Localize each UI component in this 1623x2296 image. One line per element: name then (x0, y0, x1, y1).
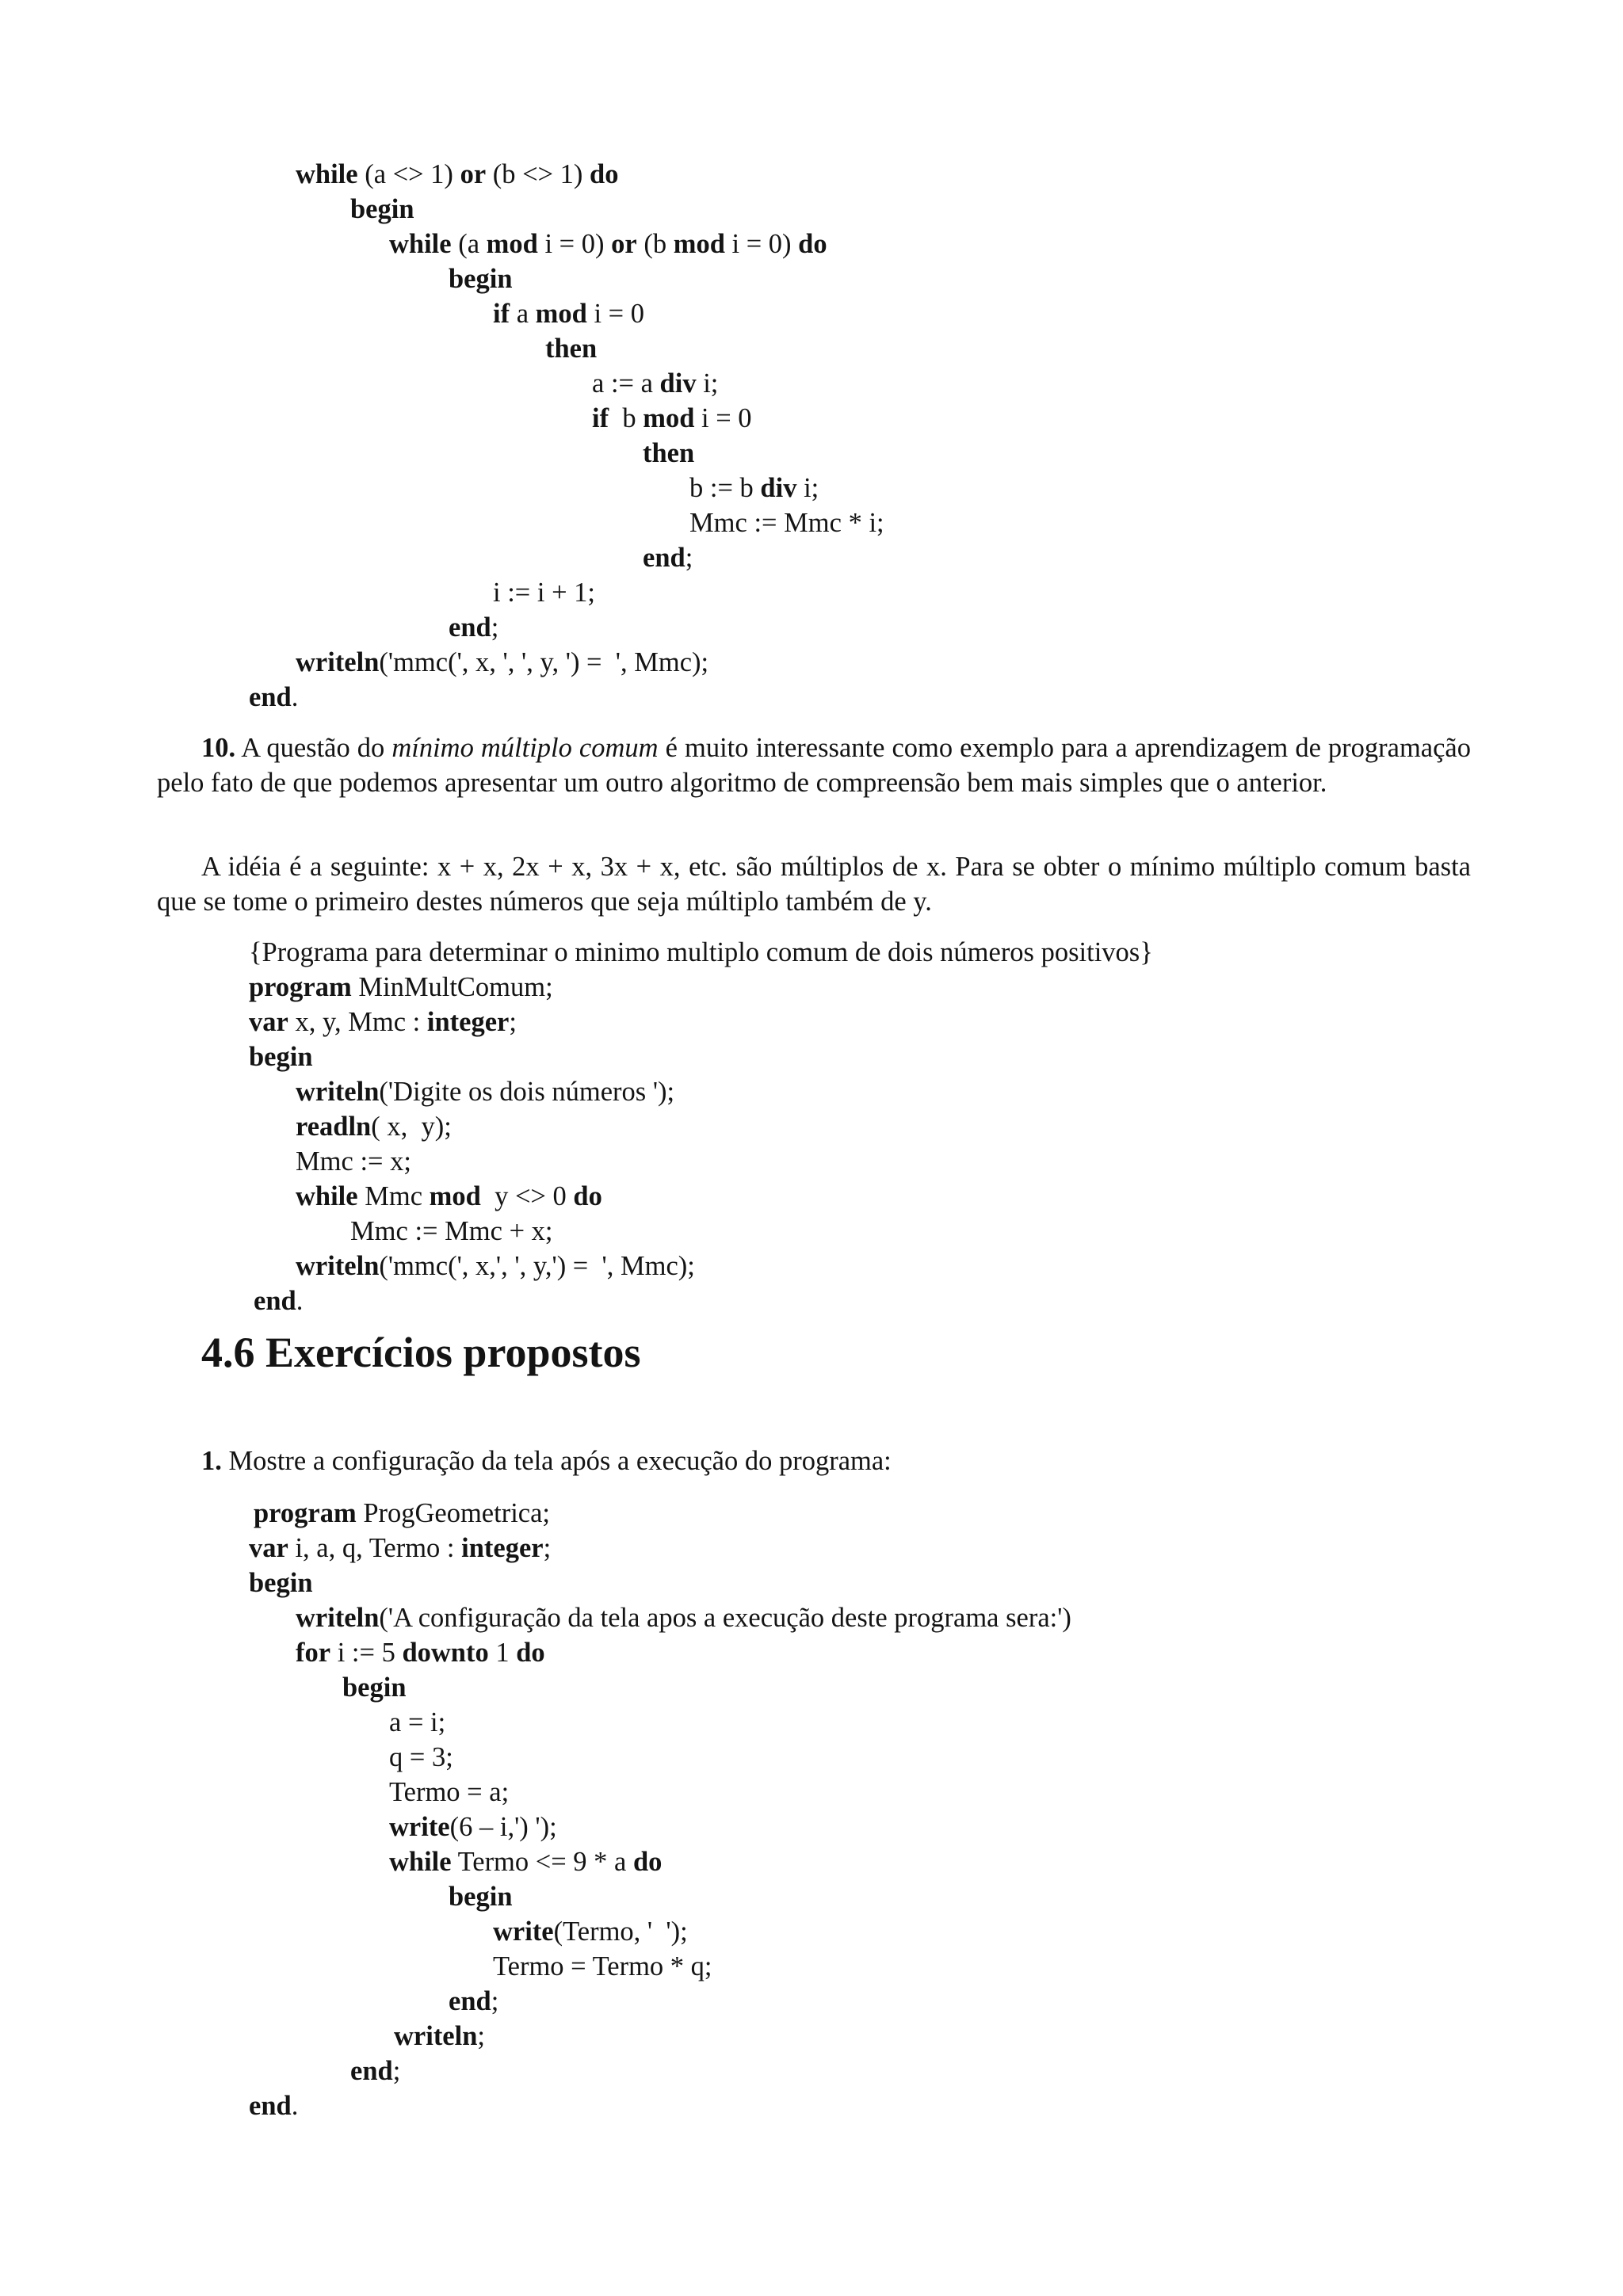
code-keyword: mod (535, 299, 587, 329)
code-keyword: while (389, 229, 452, 259)
code-text: x, y, Mmc : (288, 1007, 427, 1037)
code-text: ; (477, 2021, 485, 2051)
code-keyword: while (296, 159, 358, 189)
code-text: . (296, 1286, 304, 1316)
code-text: q = 3; (389, 1742, 453, 1772)
code-keyword: if (493, 299, 510, 329)
paragraph-number: 10. (201, 733, 236, 763)
code-keyword: for (296, 1638, 331, 1668)
code-text: ( x, y); (371, 1112, 452, 1142)
code-text: 1 (488, 1638, 517, 1668)
code-line (389, 227, 827, 261)
code-keyword: end (449, 612, 491, 643)
code-line (296, 1249, 695, 1283)
code-text: (b (636, 229, 674, 259)
code-text: Termo <= 9 * a (451, 1847, 633, 1877)
code-line (449, 1879, 513, 1914)
code-text: ('Digite os dois números '); (379, 1077, 675, 1107)
code-keyword: writeln (296, 1077, 380, 1107)
code-text: Termo = Termo * q; (493, 1951, 712, 1981)
code-text: Mmc := x; (296, 1146, 411, 1177)
code-line (296, 1074, 674, 1109)
code-text: i = 0) (537, 229, 612, 259)
code-text: Termo = a; (389, 1777, 510, 1807)
code-line (249, 1531, 551, 1566)
code-text: i := 5 (330, 1638, 403, 1668)
code-keyword: begin (350, 194, 414, 224)
code-text: ; (392, 2056, 401, 2086)
code-keyword: mod (486, 229, 538, 259)
paragraph-idea: A idéia é a seguinte: x + x, 2x + x, 3x + x, etc. são múltiplos de x. Para se obter o mínimo múltiplo comum basta que se tome o primeiro destes números que seja múltiplo também de y. (157, 852, 1471, 917)
code-line (643, 540, 693, 575)
section-heading: 4.6 Exercícios propostos (201, 1329, 641, 1376)
code-line (493, 575, 595, 610)
code-keyword: mod (429, 1181, 481, 1211)
code-keyword: begin (342, 1672, 407, 1703)
code-keyword: writeln (296, 647, 380, 677)
code-line (545, 331, 597, 366)
code-text: {Programa para determinar o minimo multiplo comum de dois números positivos} (249, 937, 1153, 967)
paragraph-10: 10. A questão do mínimo múltiplo comum é muito interessante como exemplo para a aprendizagem de programação pelo fato de que podemos apresentar um outro algoritmo de compreensão bem mais simples que o anterior. (157, 733, 1471, 798)
code-text: i, a, q, Termo : (288, 1533, 462, 1563)
code-keyword: integer (461, 1533, 544, 1563)
emphasis-term: mínimo múltiplo comum (391, 733, 659, 763)
code-line (493, 1914, 688, 1949)
code-keyword: div (659, 368, 697, 399)
code-line (249, 1566, 313, 1600)
code-keyword: begin (449, 1882, 513, 1912)
code-line (342, 1670, 407, 1705)
code-keyword: begin (249, 1042, 313, 1072)
code-line (643, 436, 694, 471)
code-text: b (609, 403, 643, 433)
code-keyword: end (350, 2056, 393, 2086)
code-comment (249, 935, 1153, 970)
code-text: i = 0 (694, 403, 752, 433)
code-line (249, 680, 298, 715)
code-keyword: end (249, 2091, 292, 2121)
code-text: (b <> 1) (486, 159, 590, 189)
code-keyword: div (760, 473, 797, 503)
code-line (350, 2054, 400, 2088)
code-keyword: end (449, 1986, 491, 2016)
code-line (254, 1496, 550, 1531)
code-text: . (291, 682, 299, 712)
exercise-number: 1. (201, 1446, 222, 1476)
code-text: Mmc (357, 1181, 430, 1211)
code-line (389, 1705, 445, 1740)
code-keyword: integer (426, 1007, 510, 1037)
code-line (254, 1283, 303, 1318)
code-text: ; (509, 1007, 517, 1037)
code-keyword: writeln (296, 1603, 380, 1633)
code-text: ('mmc(', x, ', ', y, ') = ', Mmc); (379, 647, 709, 677)
code-keyword: program (254, 1498, 357, 1528)
code-text: i; (696, 368, 719, 399)
code-keyword: while (296, 1181, 358, 1211)
code-text: ('A configuração da tela apos a execução deste programa sera:') (379, 1603, 1071, 1633)
code-keyword: then (545, 334, 598, 364)
code-line (449, 1984, 498, 2019)
code-line (394, 2019, 485, 2054)
code-line (296, 1600, 1071, 1635)
code-text: (a <> 1) (357, 159, 460, 189)
code-line (296, 1179, 602, 1214)
code-line (350, 1214, 552, 1249)
code-keyword: mod (673, 229, 725, 259)
code-text: i = 0 (586, 299, 645, 329)
code-text: Mmc := Mmc * i; (689, 508, 884, 538)
code-line (493, 1949, 712, 1984)
code-keyword: do (633, 1847, 663, 1877)
code-keyword: or (611, 229, 637, 259)
code-keyword: do (798, 229, 827, 259)
code-keyword: do (573, 1181, 602, 1211)
code-text: ProgGeometrica; (356, 1498, 550, 1528)
code-keyword: writeln (394, 2021, 478, 2051)
code-keyword: do (590, 159, 619, 189)
exercise-1-statement: 1. Mostre a configuração da tela após a execução do programa: (201, 1446, 892, 1476)
code-text: i = 0) (724, 229, 799, 259)
code-keyword: var (249, 1533, 288, 1563)
code-keyword: or (460, 159, 487, 189)
code-line (389, 1775, 509, 1810)
code-line (296, 1109, 452, 1144)
code-keyword: downto (402, 1638, 489, 1668)
code-line (449, 610, 498, 645)
code-text: a (510, 299, 536, 329)
code-line (389, 1810, 557, 1844)
code-keyword: writeln (296, 1251, 380, 1281)
code-line (296, 1635, 545, 1670)
code-line (249, 970, 553, 1005)
code-line (389, 1844, 662, 1879)
code-line (389, 1740, 453, 1775)
code-line (296, 1144, 411, 1179)
code-line (592, 366, 718, 401)
code-text: . (291, 2091, 299, 2121)
code-keyword: end (643, 543, 685, 573)
code-keyword: readln (296, 1112, 372, 1142)
code-line (689, 505, 884, 540)
code-keyword: end (254, 1286, 296, 1316)
code-text: ; (543, 1533, 552, 1563)
code-text: (a (451, 229, 487, 259)
code-text: b := b (689, 473, 761, 503)
code-text: (6 – i,') '); (449, 1812, 557, 1842)
code-text: i; (796, 473, 819, 503)
code-keyword: if (592, 403, 609, 433)
code-line (350, 192, 414, 227)
code-text: (Termo, ' '); (553, 1917, 688, 1947)
code-line (449, 261, 513, 296)
code-line (689, 471, 819, 505)
code-line (296, 645, 708, 680)
code-keyword: begin (449, 264, 513, 294)
code-line (249, 1005, 517, 1039)
code-keyword: write (493, 1917, 554, 1947)
code-text: y <> 0 (480, 1181, 574, 1211)
code-keyword: while (389, 1847, 452, 1877)
code-text: a := a (592, 368, 660, 399)
code-text: a = i; (389, 1707, 446, 1737)
code-text: ; (491, 1986, 499, 2016)
code-text: ('mmc(', x,', ', y,') = ', Mmc); (379, 1251, 695, 1281)
code-keyword: end (249, 682, 292, 712)
code-text: ; (685, 543, 693, 573)
code-keyword: var (249, 1007, 288, 1037)
code-line (592, 401, 752, 436)
code-keyword: program (249, 972, 352, 1002)
code-line (493, 296, 644, 331)
code-line (249, 2088, 298, 2123)
code-text: i := i + 1; (493, 578, 596, 608)
code-keyword: mod (643, 403, 695, 433)
code-text: MinMultComum; (351, 972, 553, 1002)
code-keyword: write (389, 1812, 450, 1842)
code-keyword: then (643, 438, 695, 468)
code-text: Mmc := Mmc + x; (350, 1216, 553, 1246)
code-keyword: begin (249, 1568, 313, 1598)
code-text: ; (491, 612, 499, 643)
code-keyword: do (516, 1638, 545, 1668)
code-line (296, 157, 618, 192)
code-line (249, 1039, 313, 1074)
